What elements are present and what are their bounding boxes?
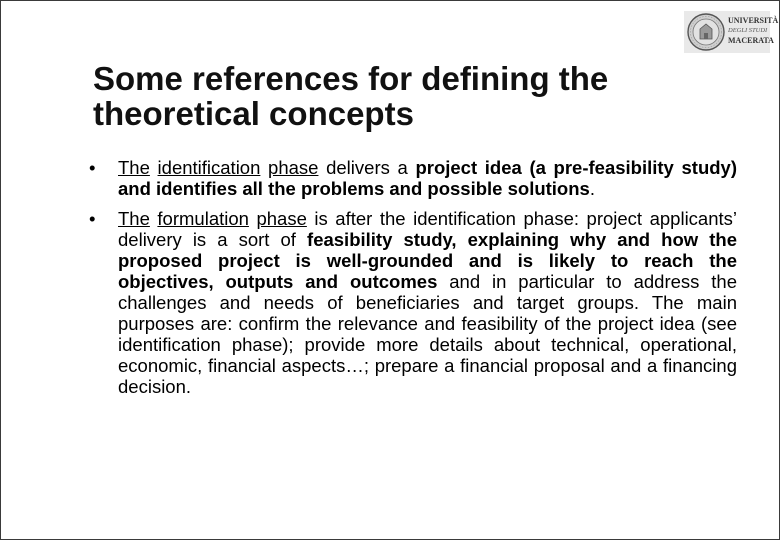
bullet-text-segment: identification xyxy=(157,157,261,178)
title-line-1: Some references for defining the xyxy=(93,60,609,97)
bullet-text-segment: The xyxy=(118,157,150,178)
bullet-text-segment: phase xyxy=(256,208,307,229)
bullet-item xyxy=(89,208,737,397)
slide-title xyxy=(93,61,673,131)
logo-line-3: MACERATA xyxy=(728,36,774,45)
bullet-text-segment: formulation xyxy=(157,208,249,229)
bullet-text-segment: phase xyxy=(268,157,319,178)
title-line-2: theoretical concepts xyxy=(93,95,414,132)
bullet-text-segment: feasibility study, explaining why and how the proposed project is well-grounded and is likely to reach the objectives, outputs and outcomes xyxy=(118,229,737,292)
logo-line-2: DEGLI STUDI xyxy=(728,27,768,34)
university-seal-icon xyxy=(686,12,726,52)
bullet-text-segment: . xyxy=(589,178,595,199)
logo-line-1: UNIVERSITÀ xyxy=(728,16,779,25)
bullet-marker: • xyxy=(89,208,96,229)
logo-wordmark xyxy=(728,16,779,46)
bullet-text-segment xyxy=(150,157,158,178)
bullet-text-segment: The xyxy=(118,208,150,229)
bullet-text-segment: project idea (a pre-feasibility study) and identifies all the problems and possible solutions xyxy=(118,157,737,199)
university-logo xyxy=(684,11,779,53)
bullet-item xyxy=(89,157,737,199)
bullet-text-segment: is after the identification phase: project applicants’ delivery is a sort of xyxy=(118,208,738,250)
bullet-list xyxy=(89,157,737,406)
bullet-text-segment: delivers a xyxy=(318,157,416,178)
bullet-text-segment xyxy=(260,157,268,178)
bullet-marker: • xyxy=(89,157,96,178)
bullet-text-segment: and in particular to address the challenges and needs of beneficiaries and target groups. The main purposes are: confirm the relevance and feasibility of the project idea (see identification phase); provide more details about technical, operational, economic, financial aspects…; prepare a financial proposal and a financing decision. xyxy=(118,271,737,397)
